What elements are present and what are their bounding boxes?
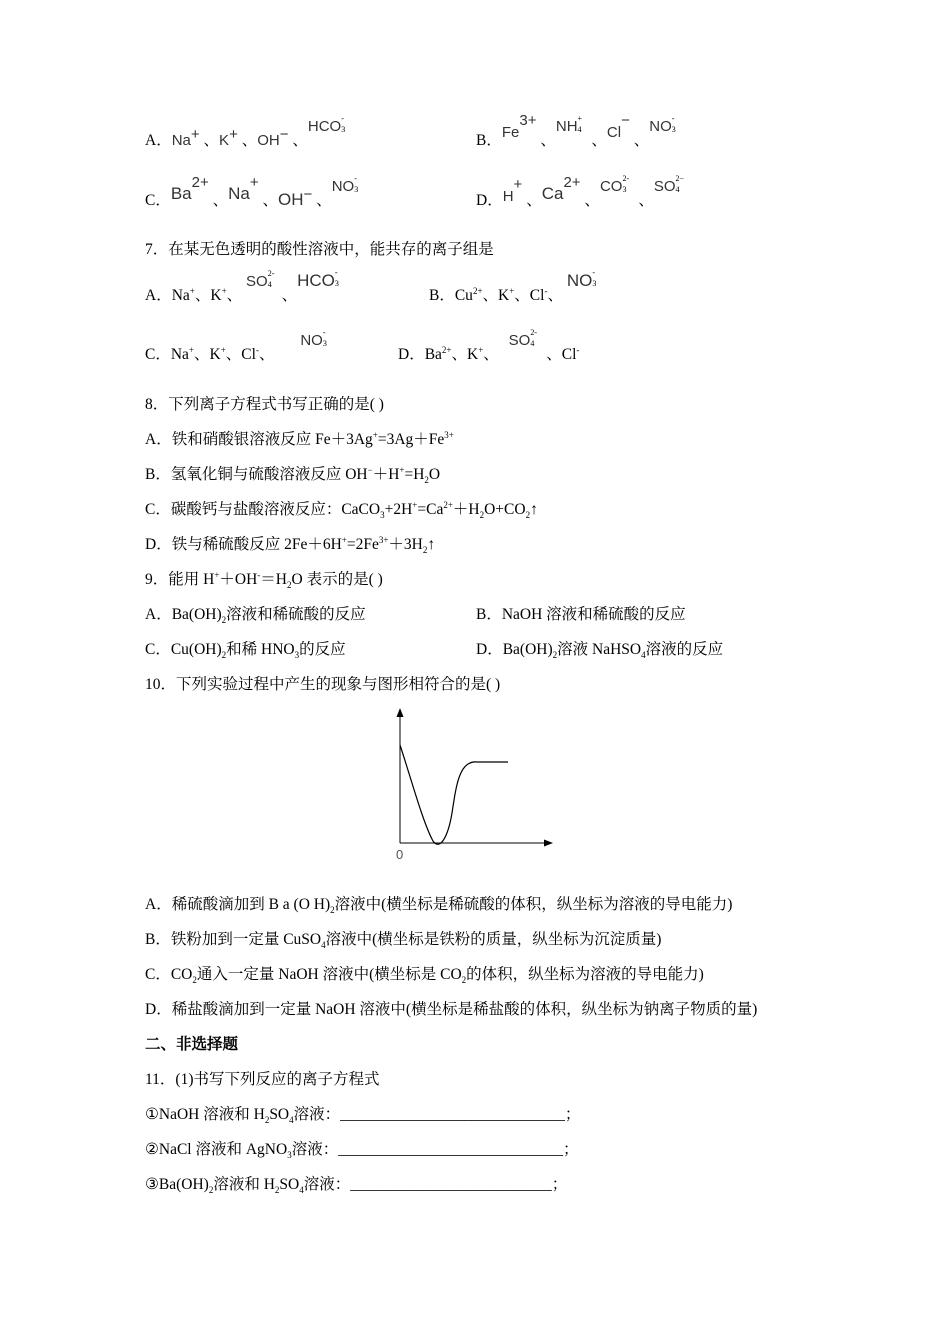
ion-hco3: HCO - 3 (307, 114, 346, 135)
ion-no3: NO - 3 (566, 268, 597, 290)
q6-option-b: B．$Fe^{3+}$ 、NH + 4 、Cl− 、NO - 3 (476, 111, 676, 149)
q11-line-1: ①NaOH 溶液和 $H_2SO_4$溶液：_____________________________； (145, 1106, 581, 1126)
q11-line-2: ②NaCl 溶液和 AgNO$_3$溶液：_____________________________； (145, 1141, 579, 1161)
ion-so4: SO 2- 4 (246, 269, 275, 290)
q10-graph (385, 705, 560, 865)
ion-ba: Ba (170, 184, 192, 203)
q7-option-c: C．Na+、K+、Cl-、 NO - 3 (145, 328, 327, 363)
ion-no3: NO - 3 (300, 328, 327, 349)
ion-fe: Fe (501, 124, 520, 141)
ion-na: Na (171, 132, 191, 149)
ion-cl: Cl (606, 124, 622, 141)
q7-option-d: D．$Ba^{2+}$、K+、 SO 2- 4 、Cl- (398, 328, 580, 363)
q10-option-c: C．$CO_2$通入一定量 NaOH 溶液中(横坐标是 $CO_2$的体积，纵坐标为溶液的导电能力) (145, 966, 704, 986)
x-axis-arrow (544, 840, 553, 847)
q9-option-b: B．NaOH 溶液和稀硫酸的反应 (476, 606, 686, 623)
ion-no3: NO - 3 (331, 174, 359, 195)
origin-label: 0 (396, 847, 404, 862)
ion-nh4: NH + 4 (555, 114, 583, 135)
q10-option-b: B．铁粉加到一定量 CuSO$_4$溶液中(横坐标是铁粉的质量，纵坐标为沉淀质量) (145, 931, 662, 951)
q9-stem: 9．能用 $H^++OH^-=H_2O$ 表示的是( ) (145, 569, 383, 591)
ion-k: K (219, 132, 230, 149)
ion-na: Na (228, 184, 250, 203)
q7-stem: 7．在某无色透明的酸性溶液中，能共存的离子组是 (145, 241, 494, 258)
ion-so4: SO 2- 4 (508, 328, 538, 349)
ion-ca: Ca (541, 184, 564, 203)
curve (400, 745, 508, 844)
ion-no3: NO - 3 (649, 114, 676, 135)
q8-option-c: C．碳酸钙与盐酸溶液反应：$CaCO_3+2H^+=Ca^{2+}+H_2O+CO_2↑$ (145, 499, 538, 521)
ion-oh: OH (278, 190, 304, 209)
ion-hco3: HCO - 3 (297, 268, 339, 290)
q9-option-d: D．$Ba(OH)_2$溶液 NaHSO$_4$溶液的反应 (476, 641, 724, 661)
section-heading: 二、非选择题 (145, 1036, 239, 1053)
q10-option-a: A．稀硫酸滴加到 B a (O $H)_2$溶液中(横坐标是稀硫酸的体积，纵坐标为溶液的导电能力) (145, 896, 733, 916)
answer-blank-1[interactable]: _____________________________； (340, 1106, 581, 1123)
q11-line-3: $③Ba(OH)_2$溶液和 $H_2SO_4$溶液：__________________________； (145, 1176, 568, 1196)
ion-co3: CO 2- 3 (599, 174, 630, 195)
ion-h: H (502, 188, 514, 205)
q8-stem: 8．下列离子方程式书写正确的是( ) (145, 396, 384, 413)
q10-option-d: D．稀盐酸滴加到一定量 NaOH 溶液中(横坐标是稀盐酸的体积，纵坐标为钠离子物质的量) (145, 1001, 758, 1018)
q7-option-b: B．$Cu^{2+}$、K+、Cl-、 NO - 3 (429, 268, 597, 304)
answer-blank-2[interactable]: _____________________________； (338, 1141, 579, 1158)
ion-oh: OH (257, 132, 280, 149)
q8-option-d: D．铁与稀硫酸反应 $2Fe+6H^+=2Fe^{3+}+3H_2↑$ (145, 534, 436, 556)
q8-option-b: B．氢氧化铜与硫酸溶液反应 $OH^-+H^+=H_2O$ (145, 464, 441, 486)
q6-option-d: D．H+ 、$Ca^{2+}$ 、CO 2- 3 、SO 2− 4 (476, 173, 685, 209)
q7-option-a: A．Na+、K+、 SO 2- 4 、HCO - 3 (145, 268, 339, 304)
q9-option-c: C．$Cu(OH)_2$和稀 $HNO_3$的反应 (145, 641, 346, 661)
q6-option-a: A．Na+ 、K+ 、OH− 、HCO - 3 (145, 114, 346, 149)
q10-stem: 10．下列实验过程中产生的现象与图形相符合的是( ) (145, 676, 501, 693)
y-axis-arrow (397, 708, 404, 717)
q8-option-a: A．铁和硝酸银溶液反应 $Fe+3Ag^+=3Ag+Fe^{3+}$ (145, 429, 454, 448)
q11-stem: 11．(1)书写下列反应的离子方程式 (145, 1071, 380, 1088)
q9-option-a: A．$Ba(OH)_2$溶液和稀硫酸的反应 (145, 606, 366, 626)
q6-option-c: C．$Ba^{2+}$ 、Na+ 、OH− 、NO - 3 (145, 173, 359, 209)
answer-blank-3[interactable]: __________________________； (350, 1176, 568, 1193)
ion-so4: SO 2− 4 (653, 174, 685, 195)
